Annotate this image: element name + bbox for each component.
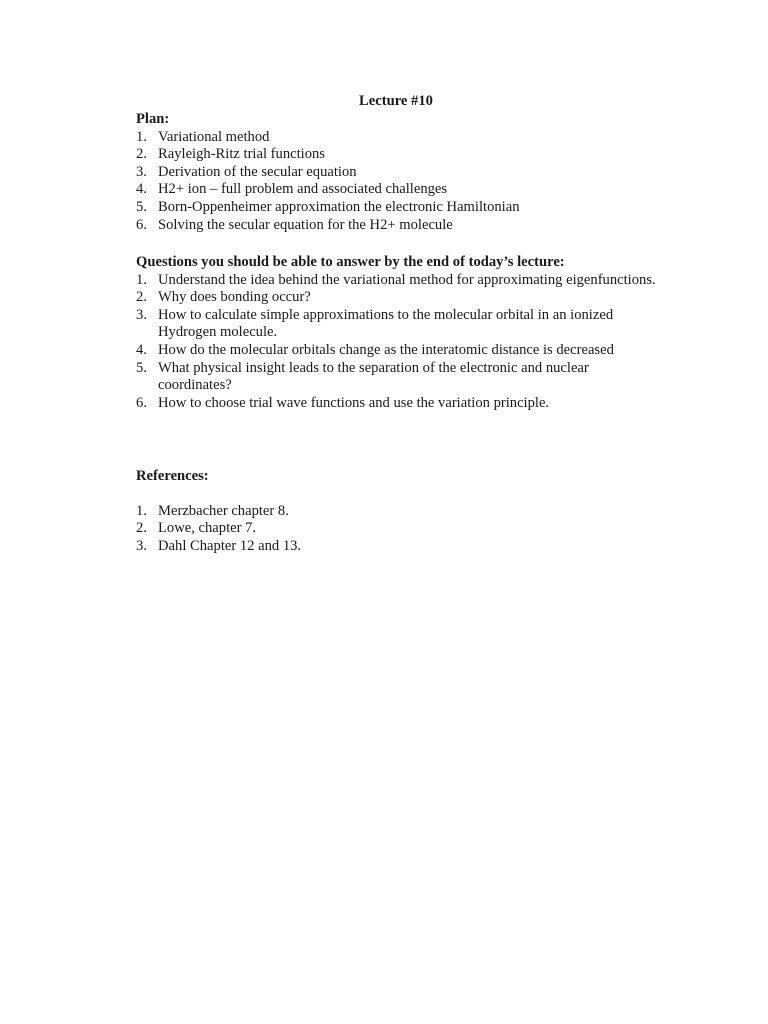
question-item bbox=[136, 360, 656, 395]
questions-heading: Questions you should be able to answer by the end of today’s lecture: bbox=[136, 254, 565, 270]
list-text: What physical insight leads to the separation of the electronic and nuclear coordinates? bbox=[158, 359, 589, 394]
list-text: Variational method bbox=[158, 128, 270, 145]
list-text: How do the molecular orbitals change as the interatomic distance is decreased bbox=[158, 341, 614, 358]
question-item bbox=[136, 395, 656, 413]
list-text: Merzbacher chapter 8. bbox=[158, 502, 289, 519]
list-number: 2. bbox=[136, 146, 147, 163]
list-text: Lowe, chapter 7. bbox=[158, 520, 257, 537]
blank-line bbox=[136, 486, 656, 503]
plan-list bbox=[136, 129, 656, 235]
plan-item bbox=[136, 129, 656, 147]
references-heading: References: bbox=[136, 468, 209, 484]
list-number: 1. bbox=[136, 271, 147, 288]
questions-section bbox=[136, 254, 656, 412]
list-number: 2. bbox=[136, 520, 147, 537]
reference-item bbox=[136, 503, 656, 521]
list-text: Rayleigh-Ritz trial functions bbox=[158, 146, 325, 163]
list-number: 5. bbox=[136, 198, 147, 215]
list-number: 3. bbox=[136, 537, 147, 554]
reference-item bbox=[136, 538, 656, 556]
question-item bbox=[136, 307, 656, 342]
list-number: 4. bbox=[136, 341, 147, 358]
list-text: Dahl Chapter 12 and 13. bbox=[158, 537, 302, 554]
plan-item bbox=[136, 217, 656, 235]
list-text: How to choose trial wave functions and use the variation principle. bbox=[158, 394, 550, 411]
list-text: Why does bonding occur? bbox=[158, 289, 311, 306]
question-item bbox=[136, 342, 656, 360]
list-number: 2. bbox=[136, 289, 147, 306]
list-text: Derivation of the secular equation bbox=[158, 163, 357, 180]
list-text: How to calculate simple approximations to the molecular orbital in an ionized Hydrogen molecule. bbox=[158, 306, 614, 341]
list-number: 6. bbox=[136, 394, 147, 411]
questions-list bbox=[136, 272, 656, 413]
list-number: 3. bbox=[136, 306, 147, 323]
reference-item bbox=[136, 520, 656, 538]
list-text: Understand the idea behind the variational method for approximating eigenfunctions. bbox=[158, 271, 656, 288]
plan-item bbox=[136, 181, 656, 199]
list-number: 3. bbox=[136, 163, 147, 180]
list-text: Born-Oppenheimer approximation the electronic Hamiltonian bbox=[158, 198, 520, 215]
list-number: 5. bbox=[136, 359, 147, 376]
question-item bbox=[136, 272, 656, 290]
list-number: 1. bbox=[136, 128, 147, 145]
list-text: H2+ ion – full problem and associated challenges bbox=[158, 181, 448, 198]
lecture-title: Lecture #10 bbox=[359, 93, 433, 109]
list-number: 1. bbox=[136, 502, 147, 519]
question-item bbox=[136, 289, 656, 307]
plan-item bbox=[136, 146, 656, 164]
plan-section bbox=[136, 111, 656, 234]
plan-heading: Plan: bbox=[136, 111, 170, 127]
list-text: Solving the secular equation for the H2+ molecule bbox=[158, 216, 453, 233]
list-number: 4. bbox=[136, 181, 147, 198]
list-number: 6. bbox=[136, 216, 147, 233]
plan-item bbox=[136, 164, 656, 182]
plan-item bbox=[136, 199, 656, 217]
references-section bbox=[136, 468, 656, 555]
references-list bbox=[136, 503, 656, 556]
